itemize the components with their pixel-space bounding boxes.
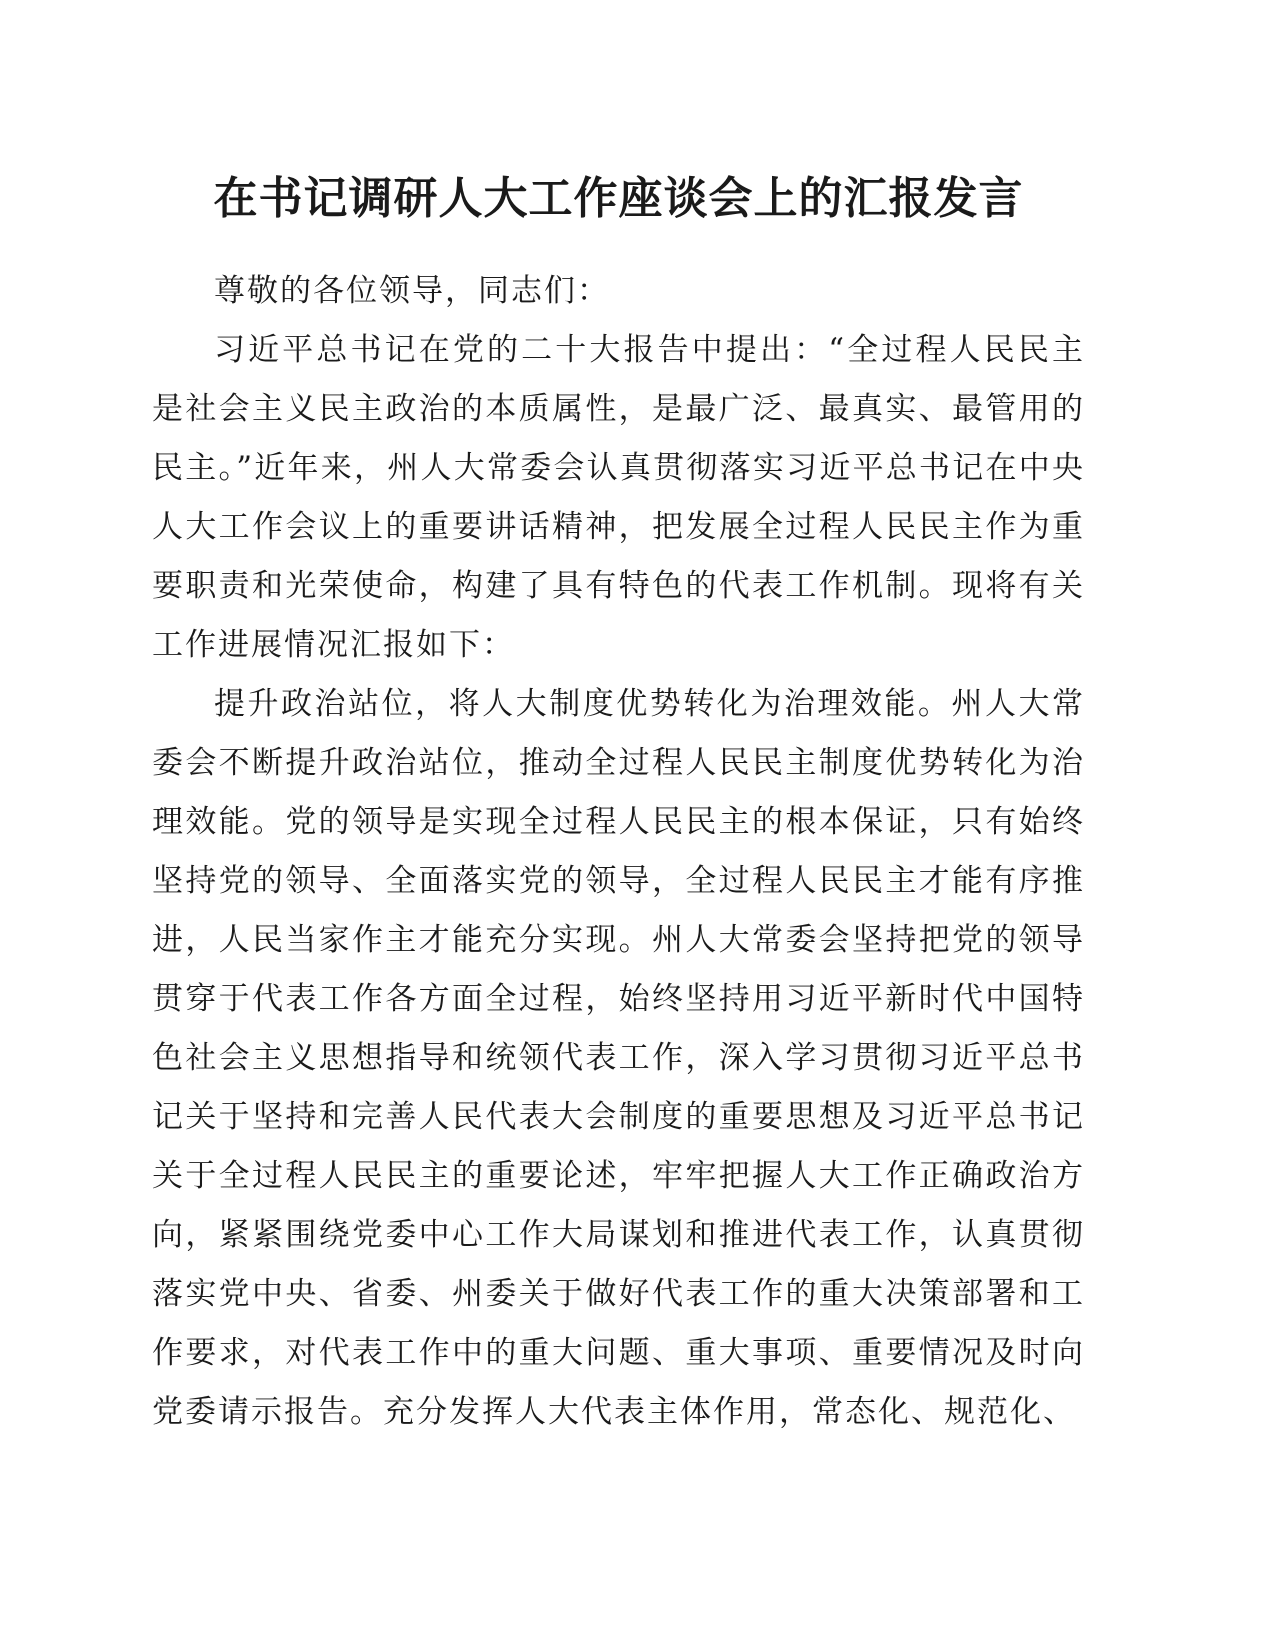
section-paragraph: 提升政治站位，将人大制度优势转化为治理效能。州人大常委会不断提升政治站位，推动全过程人民民主制度优势转化为治理效能。党的领导是实现全过程人民民主的根本保证，只有始终坚持党的领导、全面落实党的领导，全过程人民民主才能有序推进，人民当家作主才能充分实现。州人大常委会坚持把党的领导贯穿于代表工作各方面全过程，始终坚持用习近平新时代中国特色社会主义思想指导和统领代表工作，深入学习贯彻习近平总书记关于坚持和完善人民代表大会制度的重要思想及习近平总书记关于全过程人民民主的重要论述，牢牢把握人大工作正确政治方向，紧紧围绕党委中心工作大局谋划和推进代表工作，认真贯彻落实党中央、省委、州委关于做好代表工作的重大决策部署和工作要求，对代表工作中的重大问题、重大事项、重要情况及时向党委请示报告。充分发挥人大代表主体作用，常态化、规范化、: [152, 686, 1085, 1430]
salutation-paragraph: 尊敬的各位领导，同志们：: [214, 273, 610, 309]
document-body: [152, 262, 1085, 1442]
document-page: [152, 168, 1085, 1442]
intro-paragraph: 习近平总书记在党的二十大报告中提出：“全过程人民民主是社会主义民主政治的本质属性，是最广泛、最真实、最管用的民主。”近年来，州人大常委会认真贯彻落实习近平总书记在中央人大工作会议上的重要讲话精神，把发展全过程人民民主作为重要职责和光荣使命，构建了具有特色的代表工作机制。现将有关工作进展情况汇报如下：: [152, 332, 1085, 663]
document-title: 在书记调研人大工作座谈会上的汇报发言: [213, 173, 1024, 224]
